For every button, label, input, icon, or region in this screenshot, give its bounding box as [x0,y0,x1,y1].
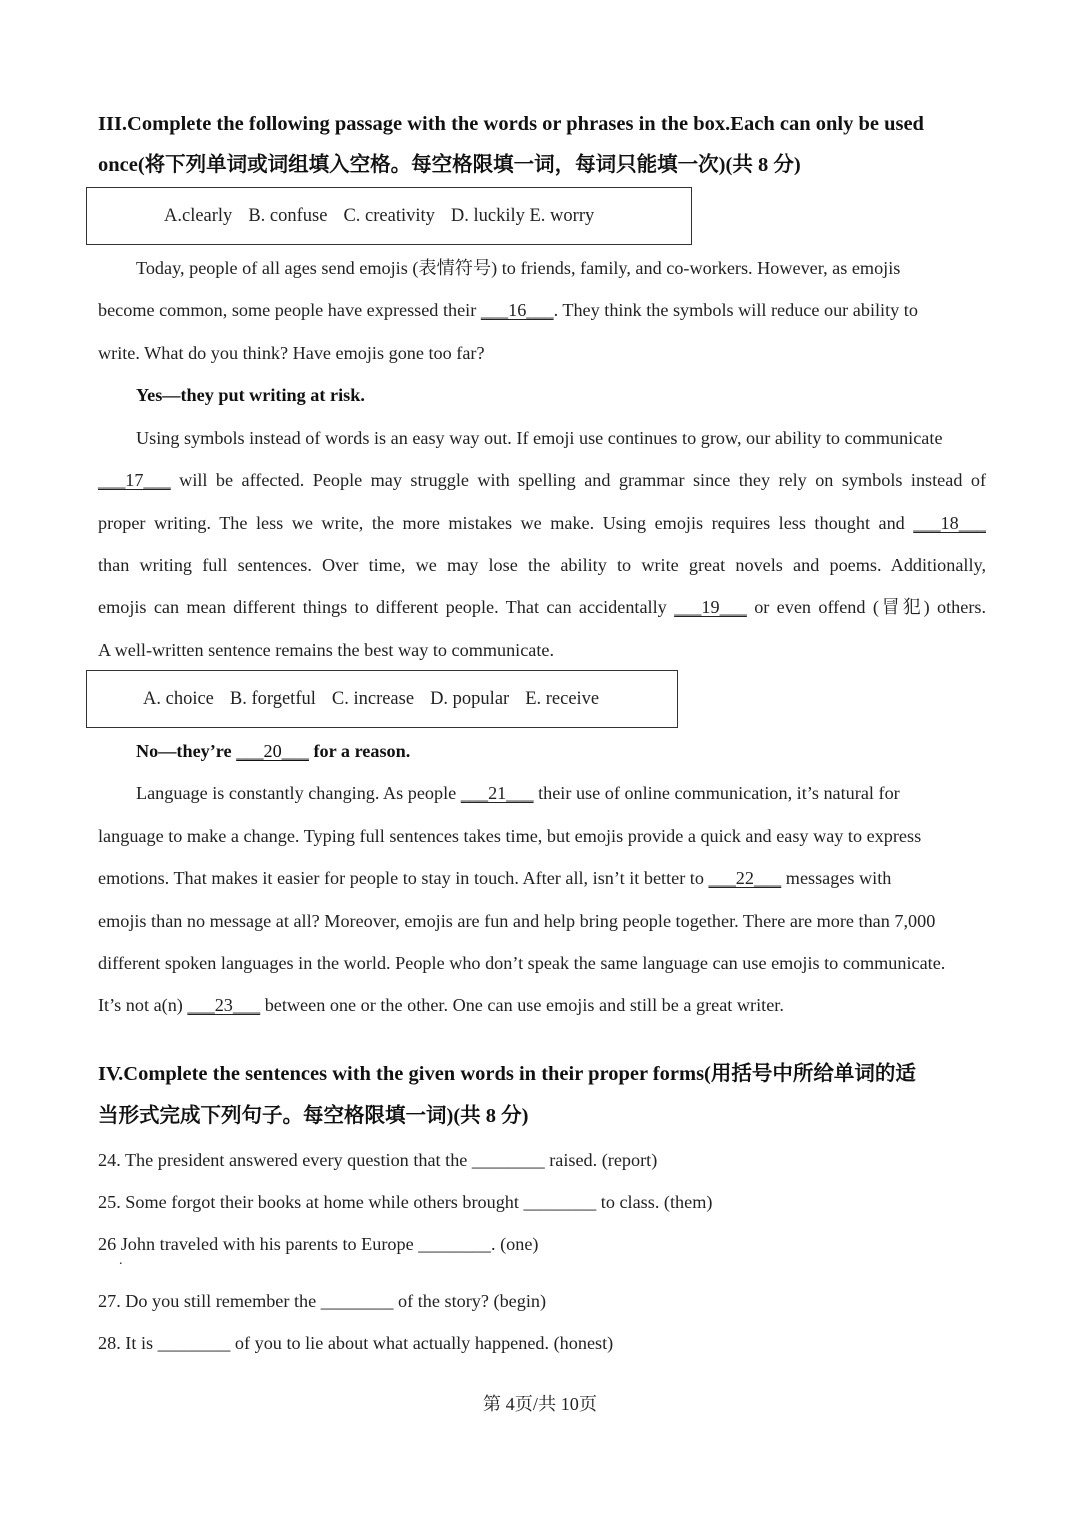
paragraph-2-line-4: than writing full sentences. Over time, we may lose the ability to write great novels and poems. Additionally, [98,555,986,575]
paragraph-3-line-4: emojis than no message at all? Moreover, emojis are fun and help bring people together. There are more than 7,000 [98,911,936,931]
paragraph-2-line-1: Using symbols instead of words is an easy way out. If emoji use continues to grow, our ability to communicate [136,428,943,448]
section-3-heading-line1: III.Complete the following passage with the words or phrases in the box.Each can only be used [98,113,924,135]
paragraph-3-line-2: language to make a change. Typing full sentences takes time, but emojis provide a quick and easy way to express [98,826,922,846]
word-option: D. popular [430,689,510,709]
section-4-heading-line2: 当形式完成下列句子。每空格限填一词)(共 8 分) [98,1105,529,1127]
blank-21: ___21___ [460,783,534,803]
word-option: C. increase [331,689,415,709]
question-26: 26 John traveled with his parents to Europe ________. (one) [98,1234,539,1254]
paragraph-2-line-3: proper writing. The less we write, the more mistakes we make. Using emojis requires less thought and ___18___ [98,513,986,533]
word-box-1 [86,187,692,245]
paragraph-3-line-6: It’s not a(n) ___23___ between one or the other. One can use emojis and still be a great writer. [98,995,784,1015]
paragraph-3-line-5: different spoken languages in the world. People who don’t speak the same language can use emojis to communicate. [98,953,946,973]
section-3-heading-line2: once(将下列单词或词组填入空格。每空格限填一词，每词只能填一次)(共 8 分) [98,154,801,176]
yes-subheading: Yes—they put writing at risk. [136,385,365,405]
question-24: 24. The president answered every question that the ________ raised. (report) [98,1150,658,1170]
question-27: 27. Do you still remember the ________ of the story? (begin) [98,1291,547,1311]
paragraph-2-line-5: emojis can mean different things to different people. That can accidentally ___19___ or even offend (冒犯) others. [98,597,986,617]
question-25: 25. Some forgot their books at home while others brought ________ to class. (them) [98,1192,713,1212]
word-option: E. receive [525,689,600,709]
paragraph-3-line-3: emotions. That makes it easier for people to stay in touch. After all, isn’t it better to ___22___ messages with [98,868,892,888]
blank-20: ___20___ [236,741,309,761]
word-option: B. confuse [248,206,328,226]
page-footer: 第 4页/共 10页 [482,1394,598,1414]
question-28: 28. It is ________ of you to lie about what actually happened. (honest) [98,1333,614,1353]
section-4-heading-line1: IV.Complete the sentences with the given words in their proper forms(用括号中所给单词的适 [98,1063,916,1085]
word-option: D. luckily E. worry [450,206,595,226]
blank-19: ___19___ [674,597,747,617]
word-box-2 [86,670,678,728]
paragraph-1-line-1: Today, people of all ages send emojis (表情符号) to friends, family, and co-workers. However, as emojis [136,258,901,278]
blank-17: ___17___ [98,470,171,490]
no-subheading: No—they’re ___20___ for a reason. [136,741,411,761]
blank-16: ___16___ [480,300,554,320]
word-option: A.clearly [164,206,233,226]
paragraph-2-line-2: ___17___ will be affected. People may struggle with spelling and grammar since they rely on symbols instead of [98,470,986,490]
blank-23: ___23___ [187,995,261,1015]
stray-dot: . [119,1253,123,1268]
paragraph-1-line-2: become common, some people have expressed their ___16___. They think the symbols will reduce our ability to [98,300,918,320]
paragraph-1-line-3: write. What do you think? Have emojis gone too far? [98,343,485,363]
paragraph-2-line-6: A well-written sentence remains the best way to communicate. [98,640,555,660]
blank-18: ___18___ [913,513,986,533]
word-option: C. creativity [343,206,435,226]
word-option: B. forgetful [229,689,316,709]
blank-22: ___22___ [708,868,782,888]
paragraph-3-line-1: Language is constantly changing. As people ___21___ their use of online communication, it’s natural for [136,783,900,803]
word-option: A. choice [143,689,214,709]
